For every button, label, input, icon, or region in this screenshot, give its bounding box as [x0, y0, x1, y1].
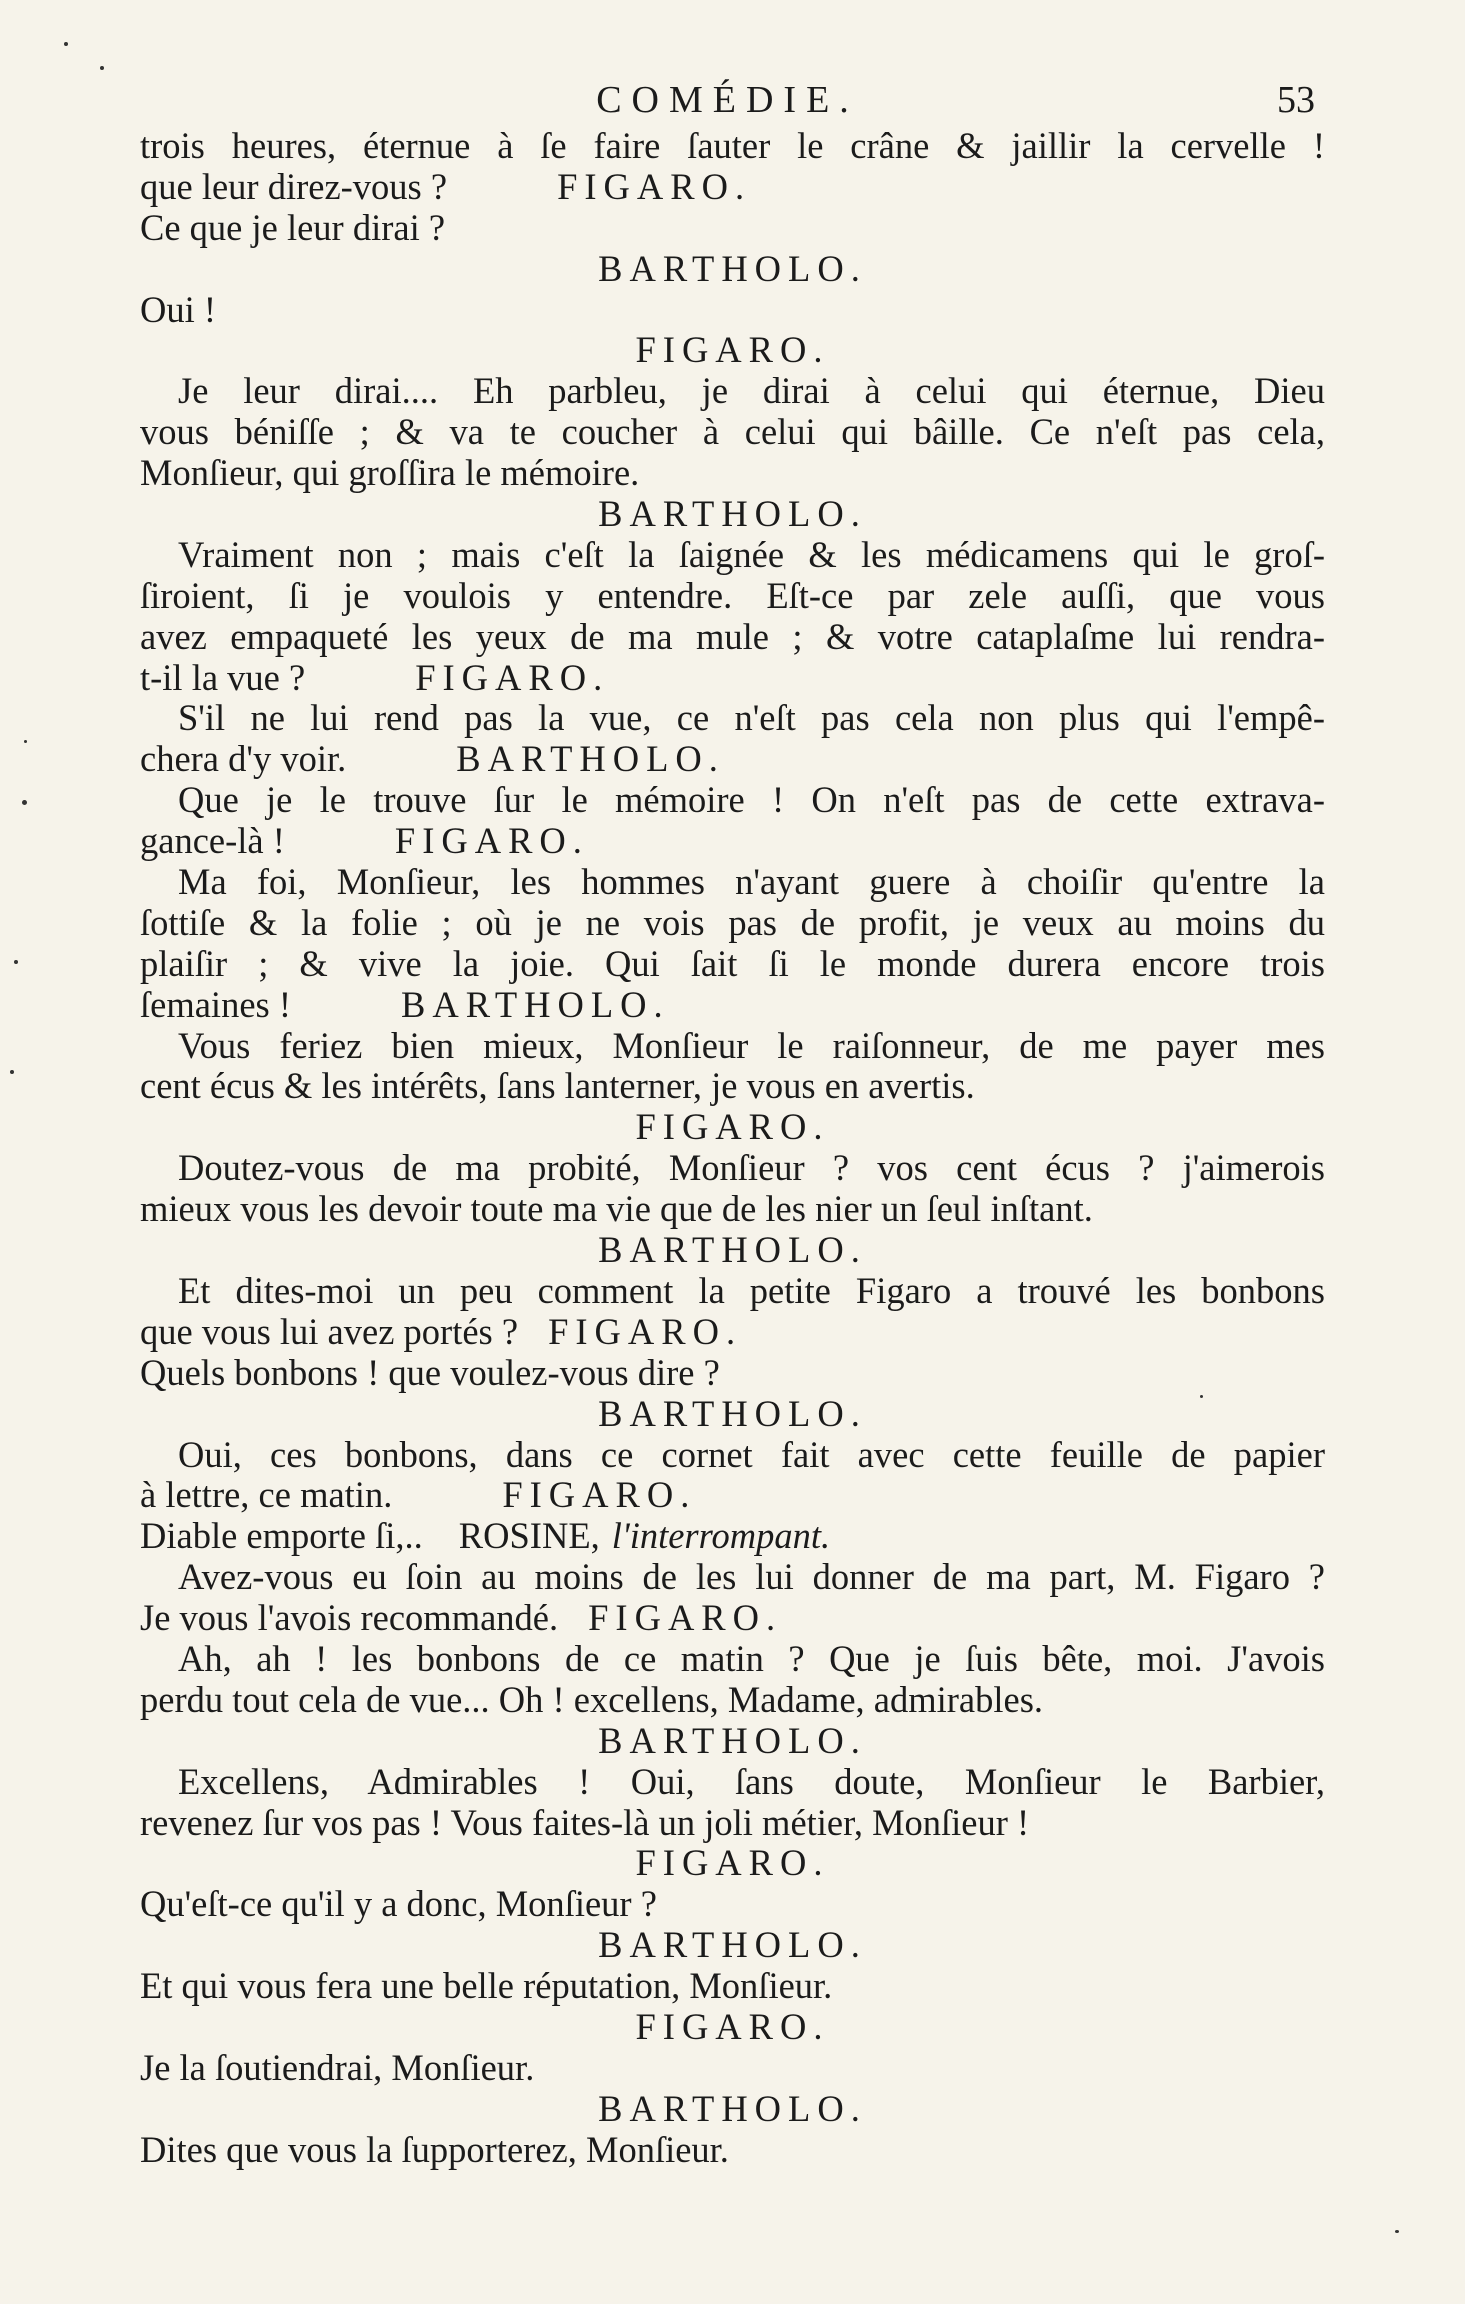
text-line: cent écus & les intérêts, ſans lanterner, je vous en avertis. [140, 1066, 975, 1107]
text-line-indented: Et dites-moi un peu comment la petite Figaro a trouvé les bonbons [178, 1270, 1325, 1311]
margin-speck [22, 800, 27, 805]
text-line: mieux vous les devoir toute ma vie que de les nier un ſeul inſtant. [140, 1189, 1093, 1230]
margin-speck [14, 960, 18, 964]
text-line: vous béniſſe ; & va te coucher à celui qui bâille. Ce n'eſt pas cela, [140, 412, 1325, 453]
text-line-indented: S'il ne lui rend pas la vue, ce n'eſt pas cela non plus qui l'empê- [178, 698, 1325, 739]
speaker-name: FIGARO. [588, 1598, 783, 1639]
speaker-name: FIGARO. [635, 330, 830, 371]
text-line-indented: Vraiment non ; mais c'eſt la ſaignée & les médicamens qui le groſ- [178, 534, 1325, 575]
speaker-name: BARTHOLO. [598, 1925, 867, 1966]
text-line: Je la ſoutiendrai, Monſieur. [140, 2047, 535, 2088]
text-line-indented: Vous feriez bien mieux, Monſieur le raiſonneur, de me payer mes [178, 1025, 1325, 1066]
text-line: Dites que vous la ſupporterez, Monſieur. [140, 2129, 729, 2170]
speaker-name: BARTHOLO. [598, 2088, 867, 2129]
text-line-indented: Je leur dirai.... Eh parbleu, je dirai à celui qui éternue, Dieu [178, 371, 1325, 412]
text-line: avez empaqueté les yeux de ma mule ; & votre cataplaſme lui rendra- [140, 616, 1325, 657]
text-fragment: chera d'y voir. [140, 739, 347, 780]
text-line: revenez ſur vos pas ! Vous faites-là un joli métier, Monſieur ! [140, 1802, 1030, 1843]
text-line-with-speaker [140, 658, 1325, 699]
text-line-indented: Ah, ah ! les bonbons de ce matin ? Que je ſuis bête, moi. J'avois [178, 1638, 1325, 1679]
speaker-name: FIGARO. [635, 1843, 830, 1884]
speaker-name: FIGARO. [415, 657, 610, 698]
text-line: Et qui vous fera une belle réputation, Monſieur. [140, 1966, 833, 2007]
stage-direction: l'interrompant. [611, 1516, 831, 1557]
text-line-indented: Que je le trouve ſur le mémoire ! On n'eſt pas de cette extrava- [178, 780, 1325, 821]
text-line-indented: Doutez-vous de ma probité, Monſieur ? vos cent écus ? j'aimerois [178, 1148, 1325, 1189]
text-line-with-speaker [140, 985, 1325, 1026]
text-line: ſottiſe & la folie ; où je ne vois pas de profit, je veux au moins du [140, 902, 1325, 943]
speaker-name: BARTHOLO. [598, 1720, 867, 1761]
margin-speck [64, 42, 68, 46]
text-line-with-speaker [140, 821, 1325, 862]
speaker-name: BARTHOLO. [598, 1230, 867, 1271]
text-line-with-speaker [140, 1312, 1325, 1353]
text-line: plaiſir ; & vive la joie. Qui ſait ſi le monde durera encore trois [140, 943, 1325, 984]
margin-speck [24, 740, 27, 743]
text-line-with-speaker [140, 167, 1325, 208]
margin-speck [10, 1070, 14, 1074]
speaker-name: FIGARO. [635, 1107, 830, 1148]
speaker-name: FIGARO. [548, 1311, 743, 1352]
speaker-name: BARTHOLO. [598, 1393, 867, 1434]
text-line-indented: Avez-vous eu ſoin au moins de les lui donner de ma part, M. Figaro ? [178, 1557, 1325, 1598]
text-line: perdu tout cela de vue... Oh ! excellens, Madame, admirables. [140, 1679, 1044, 1720]
text-line: Quels bonbons ! que voulez-vous dire ? [140, 1352, 720, 1393]
margin-speck [1200, 1395, 1203, 1398]
text-line: Monſieur, qui groſſira le mémoire. [140, 453, 640, 494]
speaker-name: FIGARO. [557, 166, 752, 207]
speaker-name: FIGARO. [502, 1475, 697, 1516]
speaker-name: BARTHOLO. [401, 984, 670, 1025]
text-line: trois heures, éternue à ſe faire ſauter le crâne & jaillir la cervelle ! [140, 126, 1325, 166]
text-fragment: t-il la vue ? [140, 657, 306, 698]
speaker-name: ROSINE, [458, 1516, 600, 1557]
speaker-name: BARTHOLO. [598, 248, 867, 289]
margin-speck [100, 66, 104, 70]
text-line-indented: Ma foi, Monſieur, les hommes n'ayant guere à choiſir qu'entre la [178, 862, 1325, 903]
running-head: COMÉDIE. [596, 79, 859, 121]
text-line-with-speaker [140, 1598, 1325, 1639]
speaker-name: BARTHOLO. [456, 739, 725, 780]
text-line-with-speaker [140, 1475, 1325, 1516]
text-fragment: que vous lui avez portés ? [140, 1311, 519, 1352]
text-line: ſiroient, ſi je voulois y entendre. Eſt-ce par zele auſſi, que vous [140, 575, 1325, 616]
text-fragment: Je vous l'avois recommandé. [140, 1598, 559, 1639]
text-fragment: ſemaines ! [140, 984, 292, 1025]
text-fragment: Diable emporte ſi,.. [140, 1516, 423, 1557]
page-number: 53 [1277, 79, 1315, 121]
speaker-name: FIGARO. [394, 821, 589, 862]
text-line: Qu'eſt-ce qu'il y a donc, Monſieur ? [140, 1884, 657, 1925]
margin-speck [1395, 2230, 1399, 2233]
text-line-with-speaker [140, 1516, 1325, 1557]
text-line: Ce que je leur dirai ? [140, 207, 446, 248]
text-line-indented: Excellens, Admirables ! Oui, ſans doute, Monſieur le Barbier, [178, 1761, 1325, 1802]
text-line-with-speaker [140, 739, 1325, 780]
speaker-name: FIGARO. [635, 2006, 830, 2047]
text-fragment: gance-là ! [140, 821, 285, 862]
text-fragment: à lettre, ce matin. [140, 1475, 393, 1516]
speaker-name: BARTHOLO. [598, 494, 867, 535]
text-line: Oui ! [140, 289, 217, 330]
text-fragment: que leur direz-vous ? [140, 166, 448, 207]
play-text [140, 126, 1325, 2171]
text-line-indented: Oui, ces bonbons, dans ce cornet fait avec cette feuille de papier [178, 1434, 1325, 1475]
